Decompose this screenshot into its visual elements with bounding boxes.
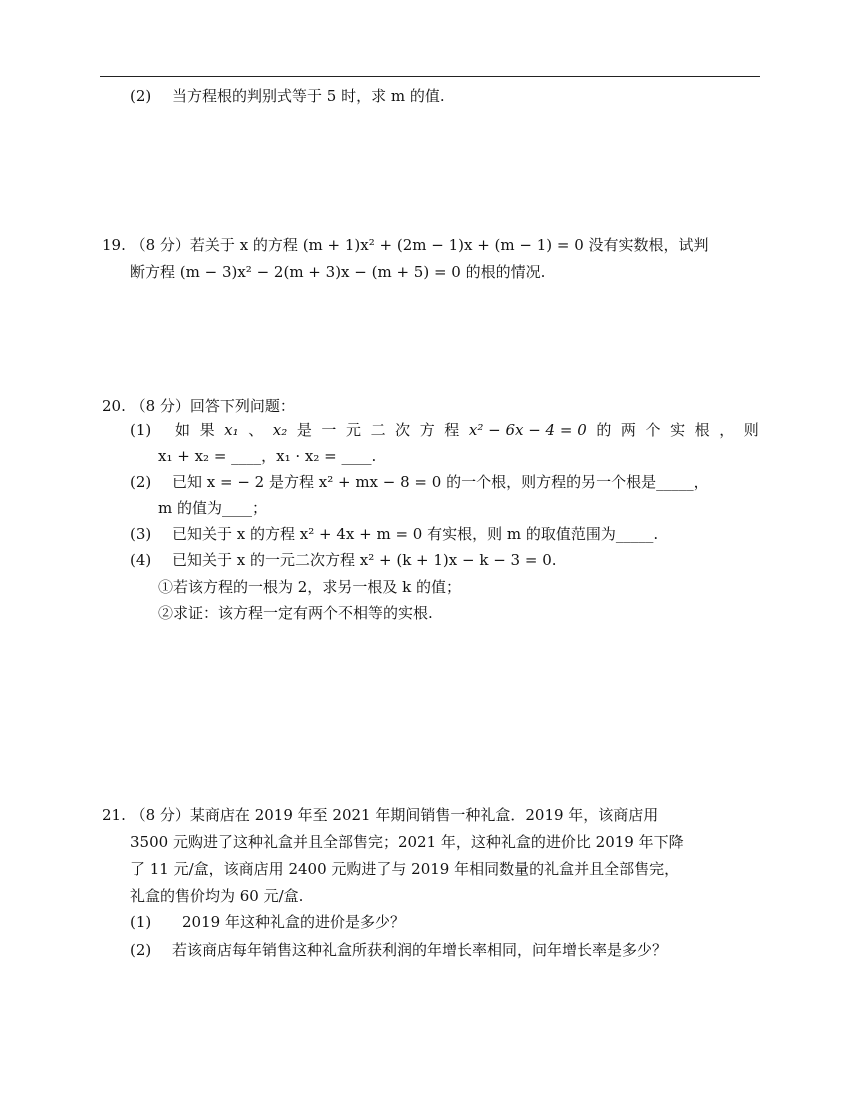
q20-p1-word: 则 (743, 421, 759, 439)
q20-p1-word: 、 (248, 421, 264, 439)
q20-part2-line2: m 的值为____； (158, 499, 267, 517)
q20-p1-word: 如 (175, 421, 191, 439)
q21-line1: 21. （8 分）某商店在 2019 年至 2021 年期间销售一种礼盒．2019 年，该商店用 (102, 806, 659, 824)
q20-p1-word: 二 (370, 421, 386, 439)
q20-p1-word: ， (719, 421, 735, 439)
q20-p1-word: 个 (645, 421, 661, 439)
q21-part2-number: (2) (130, 941, 152, 959)
q20-p1-word: x₁ (224, 421, 239, 439)
q20-part1-line1 (175, 420, 759, 440)
q20-part2-line1: 已知 x = − 2 是方程 x² + mx − 8 = 0 的一个根，则方程的另一个根是_____， (172, 473, 709, 491)
q20-part4-sub1: ①若该方程的一根为 2，求另一根及 k 的值； (158, 578, 461, 596)
header-rule (100, 76, 760, 77)
q20-p1-word: 程 (444, 421, 460, 439)
q18-part2-text: 当方程根的判别式等于 5 时，求 m 的值. (172, 87, 445, 105)
q19-line2: 断方程 (m − 3)x² − 2(m + 3)x − (m + 5) = 0 的根的情况. (130, 263, 546, 281)
q20-p1-word: x₂ (272, 421, 288, 439)
q20-p1-word: 元 (345, 421, 361, 439)
q20-p1-word: 果 (199, 421, 215, 439)
q20-part2-number: (2) (130, 473, 152, 491)
q20-part1-number: (1) (130, 421, 152, 439)
q21-line4: 礼盒的售价均为 60 元/盒. (130, 887, 304, 905)
q20-p1-word: 方 (419, 421, 435, 439)
q18-part2-number: (2) (130, 87, 152, 105)
q21-line3: 了 11 元/盒，该商店用 2400 元购进了与 2019 年相同数量的礼盒并且全部售完， (130, 860, 680, 878)
q20-p1-word: 一 (321, 421, 337, 439)
q19-line1: 19. （8 分）若关于 x 的方程 (m + 1)x² + (2m − 1)x + (m − 1) = 0 没有实数根，试判 (102, 236, 709, 254)
q20-p1-word: 是 (296, 421, 312, 439)
q20-part3-text: 已知关于 x 的方程 x² + 4x + m = 0 有实根，则 m 的取值范围为_____. (172, 525, 659, 543)
q21-part1-number: (1) (130, 913, 152, 931)
q20-part4-sub2: ②求证：该方程一定有两个不相等的实根. (158, 604, 433, 622)
q20-p1-word: 根 (694, 421, 710, 439)
q20-stem: 20. （8 分）回答下列问题： (102, 397, 295, 415)
q20-p1-word: 两 (620, 421, 636, 439)
q20-p1-word: 实 (670, 421, 686, 439)
q20-part4-number: (4) (130, 551, 152, 569)
q20-part4-text: 已知关于 x 的一元二次方程 x² + (k + 1)x − k − 3 = 0. (172, 551, 557, 569)
q20-p1-word: 次 (395, 421, 411, 439)
q20-p1-word: 的 (596, 421, 612, 439)
q21-part1-text: 2019 年这种礼盒的进价是多少？ (182, 913, 405, 931)
q20-part1-line2: x₁ + x₂ = ____，x₁ · x₂ = ____. (158, 447, 377, 465)
q20-part3-number: (3) (130, 525, 152, 543)
q20-p1-word: x² − 6x − 4 = 0 (468, 421, 587, 439)
q21-line2: 3500 元购进了这种礼盒并且全部售完；2021 年，这种礼盒的进价比 2019 年下降 (130, 833, 684, 851)
q21-part2-text: 若该商店每年销售这种礼盒所获利润的年增长率相同，问年增长率是多少？ (172, 941, 668, 959)
